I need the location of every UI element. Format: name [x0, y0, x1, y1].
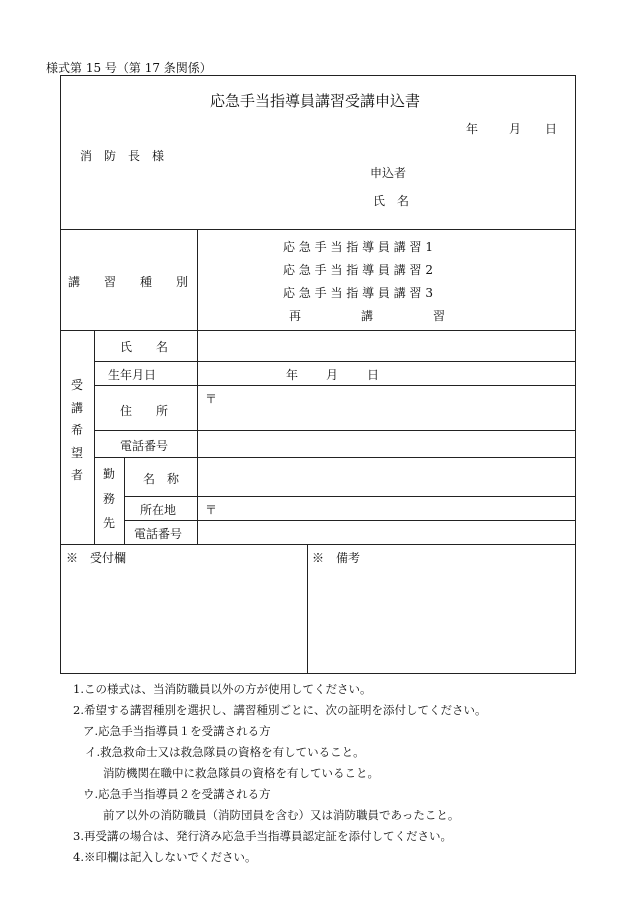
applicant-name: 氏 名: [120, 340, 169, 354]
note-2c: ウ.応急手当指導員２を受講される方: [83, 787, 271, 801]
date-month: 月: [509, 122, 522, 136]
rule-work-column: [124, 457, 125, 544]
course-option-3: 応 急 手 当 指 導 員 講 習 3: [283, 286, 433, 300]
workplace-postal-mark: 〒: [205, 503, 218, 517]
rule-label-column: [197, 229, 198, 544]
rule-section2-bottom: [60, 330, 575, 331]
birth-year: 年: [286, 368, 299, 382]
applicant-name-label: 氏 名: [373, 194, 410, 208]
applicant-side-label: 受講希望者: [70, 378, 83, 482]
rule-work-name-row: [124, 496, 575, 497]
course-type-label: 講 習 種 別: [68, 275, 189, 289]
form-reference: 様式第 15 号（第 17 条関係）: [46, 61, 212, 75]
note-3: 3.再受講の場合は、発行済み応急手当指導員認定証を添付してください。: [73, 829, 452, 843]
address-label: 住 所: [120, 404, 169, 418]
rule-birth-row: [94, 385, 575, 386]
birth-day: 日: [367, 368, 380, 382]
postal-mark: 〒: [205, 392, 218, 406]
course-option-retake: 再 講 習: [289, 309, 446, 323]
course-option-1: 応 急 手 当 指 導 員 講 習 1: [283, 240, 433, 254]
rule-bottom-split: [307, 544, 308, 673]
note-2b: イ.救急救命士又は救急隊員の資格を有していること。: [85, 745, 365, 759]
course-option-2: 応 急 手 当 指 導 員 講 習 2: [283, 263, 433, 277]
rule-section3-bottom: [60, 544, 575, 545]
birthdate-label: 生年月日: [108, 368, 157, 382]
workplace-phone-label: 電話番号: [134, 527, 183, 541]
rule-section1-bottom: [60, 229, 575, 230]
note-4: 4.※印欄は記入しないでください。: [73, 850, 257, 864]
reception-field: ※ 受付欄: [66, 551, 127, 565]
note-1: 1.この様式は、当消防職員以外の方が使用してください。: [73, 682, 372, 696]
workplace-side-label: 勤務先: [102, 467, 115, 530]
date-year: 年: [466, 122, 479, 136]
addressee: 消 防 長 様: [80, 149, 165, 163]
birth-month: 月: [326, 368, 339, 382]
remarks-field: ※ 備考: [312, 551, 361, 565]
phone-label: 電話番号: [120, 439, 169, 453]
applicant-label: 申込者: [370, 166, 407, 180]
workplace-address-label: 所在地: [140, 503, 177, 517]
rule-work-address-row: [124, 520, 575, 521]
rule-name-row: [94, 361, 575, 362]
form-title: 応急手当指導員講習受講申込書: [209, 92, 420, 110]
rule-address-row: [94, 430, 575, 431]
note-2c-cont: 前ア以外の消防職員（消防団員を含む）又は消防職員であったこと。: [103, 808, 460, 822]
note-2a: ア.応急手当指導員１を受講される方: [83, 724, 271, 738]
rule-phone-row: [94, 457, 575, 458]
rule-side-column: [94, 330, 95, 544]
note-2: 2.希望する講習種別を選択し、講習種別ごとに、次の証明を添付してください。: [73, 703, 487, 717]
workplace-name-label: 名 称: [143, 472, 180, 486]
note-2b-cont: 消防機関在職中に救急隊員の資格を有していること。: [103, 766, 379, 780]
date-day: 日: [545, 122, 558, 136]
